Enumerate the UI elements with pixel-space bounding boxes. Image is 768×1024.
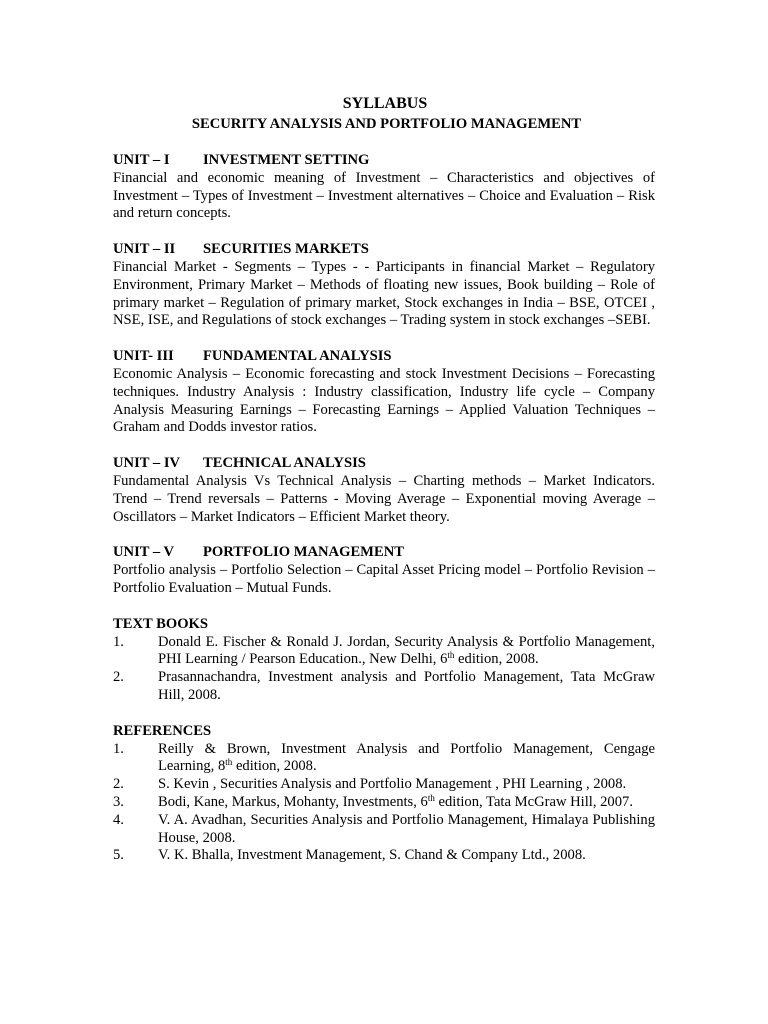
unit-section bbox=[113, 241, 655, 330]
list-item-text bbox=[158, 669, 655, 705]
citation-text: Reilly & Brown, Investment Analysis and Portfolio Management, Cengage Learning, 8 bbox=[158, 740, 655, 775]
unit-description: Financial and economic meaning of Investment – Characteristics and objectives of Investment – Types of Investment – Investment alternatives – Choice and Evaluation – Risk and return concepts. bbox=[113, 169, 655, 222]
citation-text-end: edition, 2008. bbox=[454, 651, 539, 668]
citation-text: V. K. Bhalla, Investment Management, S. Chand & Company Ltd., 2008. bbox=[158, 847, 586, 864]
list-item bbox=[113, 812, 655, 848]
syllabus-content bbox=[113, 94, 655, 865]
unit-name: SECURITIES MARKETS bbox=[203, 241, 369, 258]
list-item-number: 4. bbox=[113, 811, 124, 828]
unit-heading bbox=[113, 241, 655, 259]
unit-heading bbox=[113, 152, 655, 170]
list-item-number: 5. bbox=[113, 847, 124, 864]
unit-name: PORTFOLIO MANAGEMENT bbox=[203, 544, 404, 561]
citation-text: Prasannachandra, Investment analysis and Portfolio Management, Tata McGraw Hill, 2008. bbox=[158, 669, 655, 703]
unit-description: Portfolio analysis – Portfolio Selection – Capital Asset Pricing model – Portfolio Revision –Portfolio Evaluation – Mutual Funds. bbox=[113, 562, 655, 596]
unit-heading bbox=[113, 348, 655, 366]
textbooks-heading: TEXT BOOKS bbox=[113, 615, 209, 632]
list-item bbox=[113, 794, 655, 812]
unit-description: Fundamental Analysis Vs Technical Analysis – Charting methods – Market Indicators. Trend – Trend reversals – Patterns - Moving Average – Exponential moving Average – Oscillators – Market Indicators – Efficient Market theory. bbox=[113, 472, 655, 525]
unit-number: UNIT – II bbox=[113, 241, 176, 258]
unit-section bbox=[113, 455, 655, 526]
unit-name: INVESTMENT SETTING bbox=[203, 152, 370, 168]
unit-name: FUNDAMENTAL ANALYSIS bbox=[203, 348, 392, 365]
citation-text: Bodi, Kane, Markus, Mohanty, Investments, 6 bbox=[158, 793, 428, 810]
unit-heading bbox=[113, 544, 655, 562]
ordinal-suffix: th bbox=[447, 650, 455, 661]
unit-number: UNIT – I bbox=[113, 152, 170, 168]
list-item-text bbox=[158, 847, 655, 865]
ordinal-suffix: th bbox=[225, 757, 233, 768]
textbooks-list bbox=[113, 634, 655, 705]
list-item-number: 1. bbox=[113, 740, 124, 757]
references-heading: REFERENCES bbox=[113, 722, 212, 739]
references-list bbox=[113, 741, 655, 866]
unit-description: Financial Market - Segments – Types - - Participants in financial Market – Regulatory Environment, Primary Market – Methods of floating new issues, Book building – Role of primary market – Regulation of primary market, Stock exchanges in India – BSE, OTCEI , NSE, ISE, and Regulations of stock exchanges – Trading system in stock exchanges –SEBI. bbox=[113, 258, 655, 329]
list-item bbox=[113, 669, 655, 705]
list-item-number: 1. bbox=[113, 633, 124, 650]
list-item bbox=[113, 741, 655, 777]
list-item bbox=[113, 776, 655, 794]
unit-section bbox=[113, 152, 655, 223]
unit-heading bbox=[113, 455, 655, 473]
ordinal-suffix: th bbox=[427, 792, 435, 803]
course-title: SECURITY ANALYSIS AND PORTFOLIO MANAGEMENT bbox=[191, 116, 582, 132]
list-item-text bbox=[158, 741, 655, 777]
list-item-number: 3. bbox=[113, 793, 124, 810]
unit-section bbox=[113, 544, 655, 597]
unit-number: UNIT – IV bbox=[113, 455, 181, 472]
unit-name: TECHNICAL ANALYSIS bbox=[203, 455, 366, 472]
unit-number: UNIT – V bbox=[113, 544, 175, 561]
citation-text-end: edition, Tata McGraw Hill, 2007. bbox=[434, 793, 633, 810]
list-item-text bbox=[158, 812, 655, 848]
list-item-text bbox=[158, 776, 655, 794]
unit-section bbox=[113, 348, 655, 437]
citation-text-end: edition, 2008. bbox=[232, 758, 317, 775]
unit-number: UNIT- III bbox=[113, 348, 174, 365]
citation-text: Donald E. Fischer & Ronald J. Jordan, Security Analysis & Portfolio Management, PHI Learning / Pearson Education., New Delhi, 6 bbox=[158, 633, 655, 668]
list-item-text bbox=[158, 634, 655, 670]
citation-text: S. Kevin , Securities Analysis and Portfolio Management , PHI Learning , 2008. bbox=[158, 776, 627, 793]
list-item-number: 2. bbox=[113, 776, 124, 793]
list-item bbox=[113, 847, 655, 865]
list-item bbox=[113, 634, 655, 670]
list-item-text bbox=[158, 794, 655, 812]
citation-text: V. A. Avadhan, Securities Analysis and Portfolio Management, Himalaya Publishing House, 2008. bbox=[158, 811, 655, 846]
unit-description: Economic Analysis – Economic forecasting and stock Investment Decisions – Forecasting techniques. Industry Analysis : Industry classification, Industry life cycle – Company Analysis Measuring Earnings – Forecasting Earnings – Applied Valuation Techniques – Graham and Dodds investor ratios. bbox=[113, 365, 655, 436]
page-title: SYLLABUS bbox=[342, 95, 428, 112]
list-item-number: 2. bbox=[113, 669, 124, 686]
